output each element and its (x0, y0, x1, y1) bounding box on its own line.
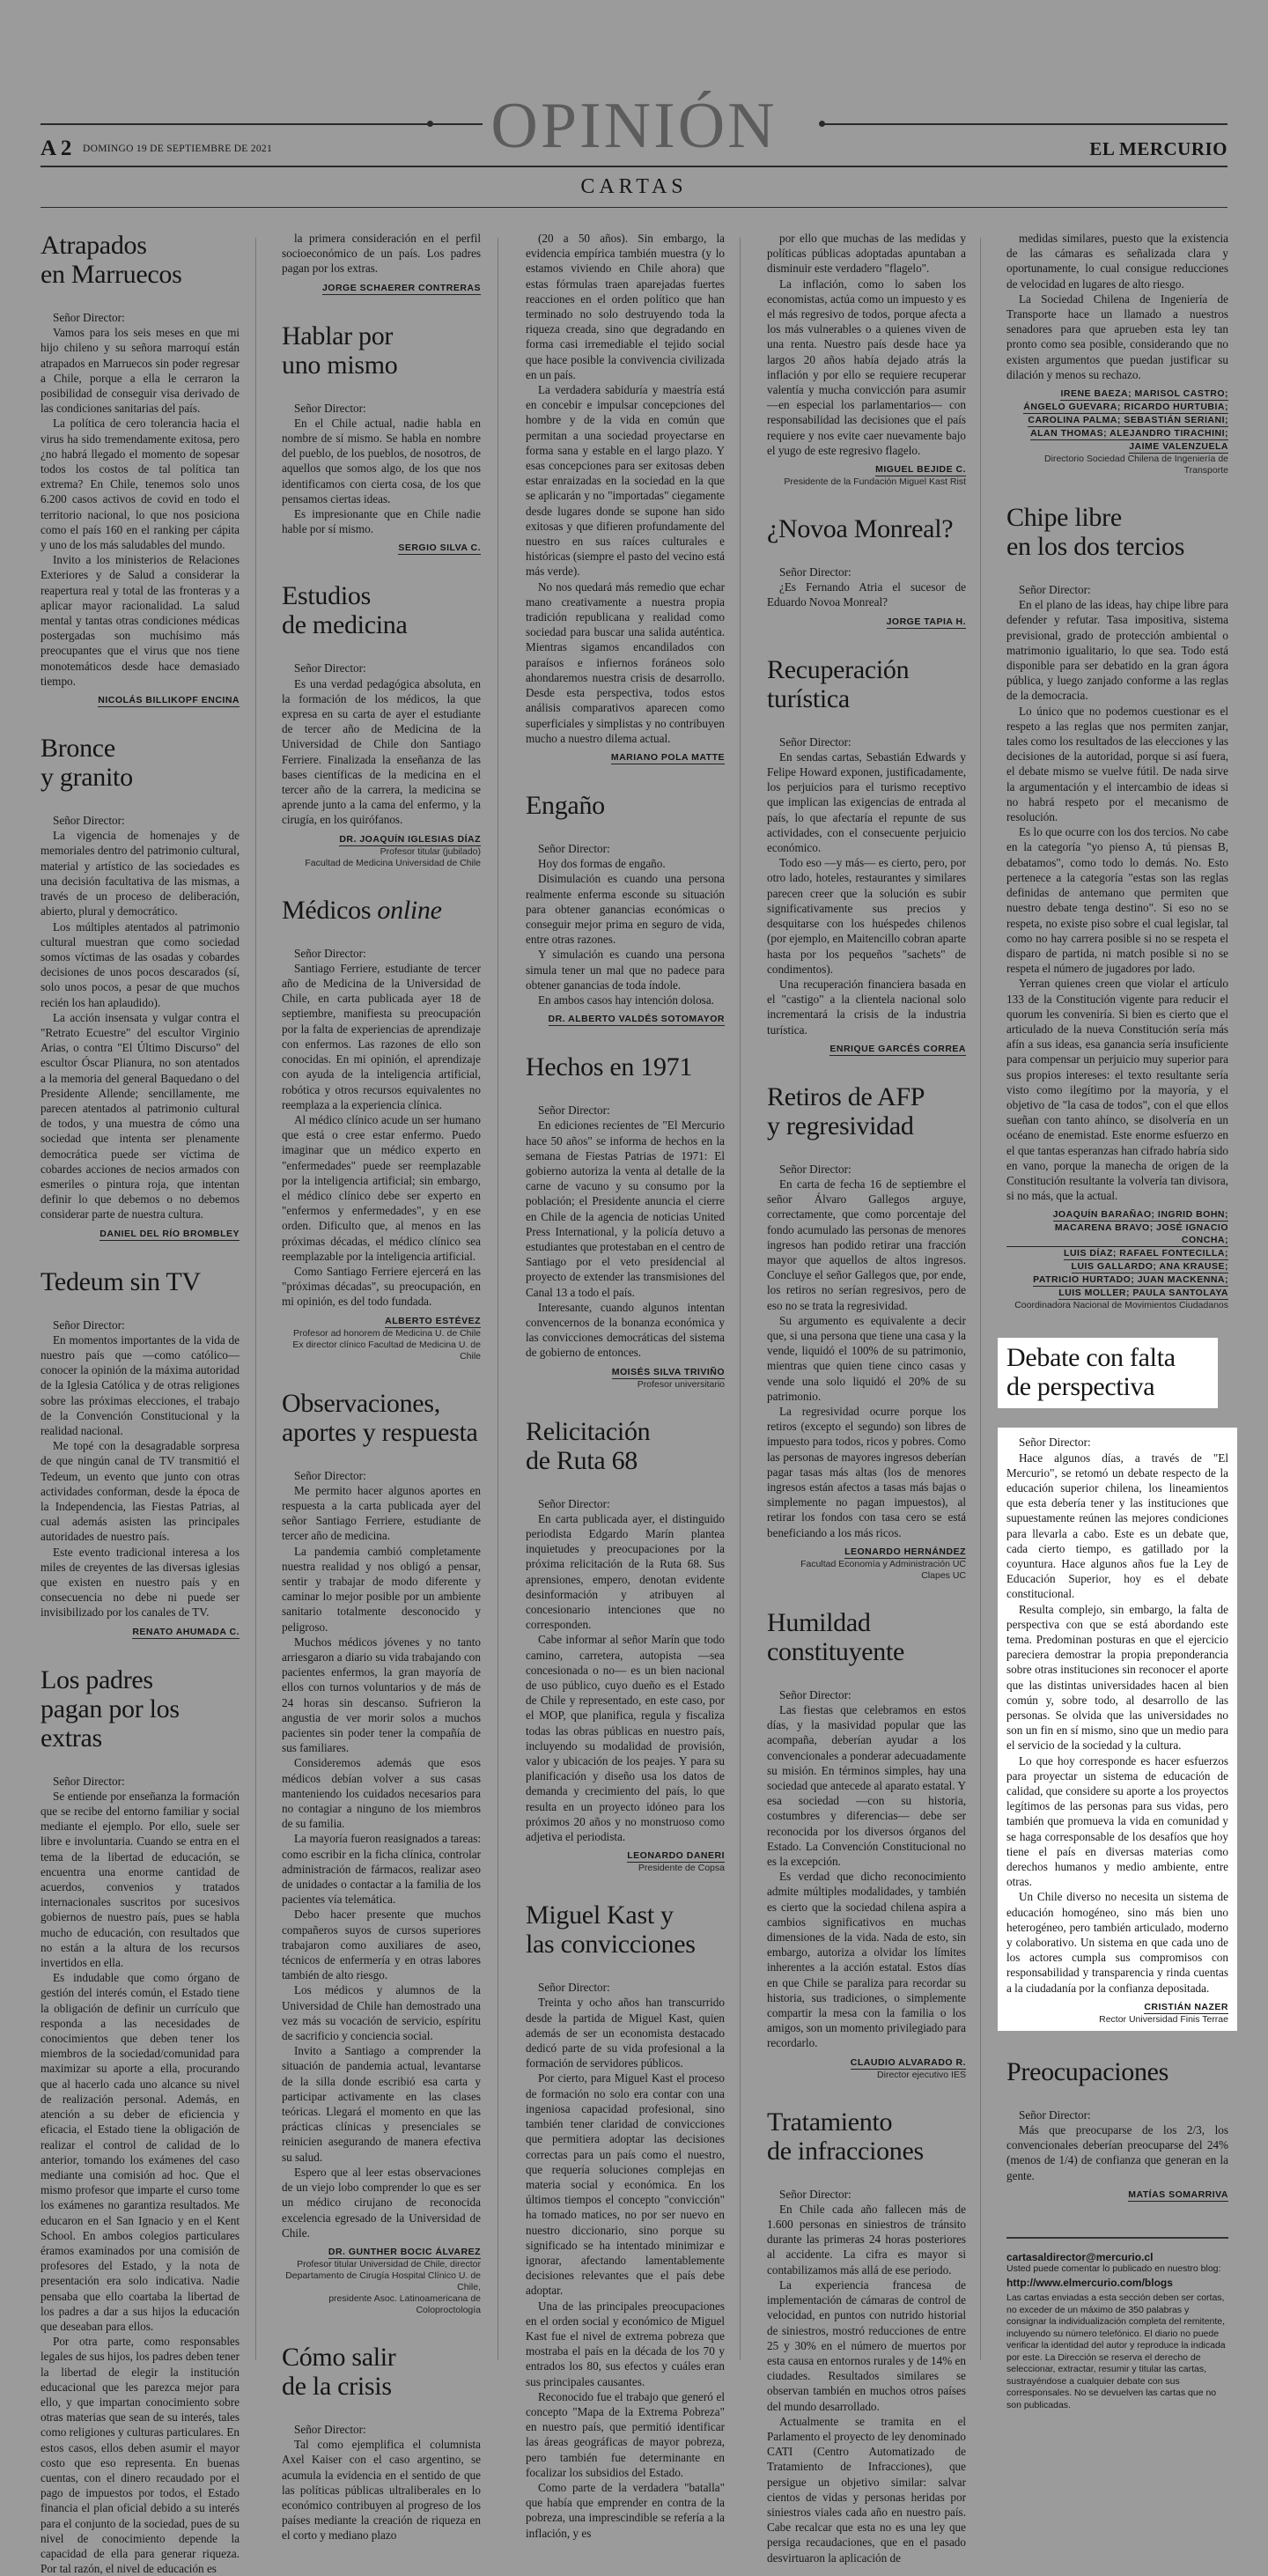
letter-headline: Humildad constituyente (767, 1607, 905, 1666)
letter-paragraph: Hoy dos formas de engaño. (538, 857, 666, 871)
letter-salutation: Señor Director: (294, 661, 366, 675)
signature-line (767, 616, 966, 629)
letter-salutation: Señor Director: (53, 1318, 125, 1332)
signature-name: JOAQUÍN BARAÑAO; INGRID BOHN; (1052, 1209, 1228, 1221)
letter-paragraph: Santiago Ferriere, estudiante de tercer año de Medicina de la Universidad de Chile, en carta publicada ayer 18 de septiembre, manifiesta su preocupación por la falta de experiencias de aprendizaje con enfermos. Las razones de ello son conocidas. En mi opinión, el aprendizaje con ayuda de la inteligencia artificial, robótica y otros recursos equivalentes no reemplaza a la experiencia clínica. (282, 961, 481, 1111)
letter-continuation (526, 231, 725, 764)
letter-paragraph: ¿Es Fernando Atria el sucesor de Eduardo Novoa Monreal? (767, 580, 966, 609)
letter-body (767, 1687, 966, 2081)
signature-line (282, 1315, 481, 1328)
letter-body (767, 1162, 966, 1582)
letter-continuation (1006, 231, 1228, 476)
letter-body (767, 2187, 966, 2565)
signature-name: MARIANO POLA MATTE (610, 751, 725, 763)
letter-body (282, 946, 481, 1362)
letter-paragraph: Más que preocuparse de los 2/3, los convencionales deberían preocuparse del 24% (menos de 1/4) de confianza que generan en la gente. (1006, 2123, 1228, 2182)
letter-paragraph: En ambos casos hay intención dolosa. (538, 993, 714, 1007)
letter (767, 514, 966, 629)
letter-body (526, 841, 725, 1026)
signature-line (282, 542, 481, 555)
letter-headline: Bronce y granito (41, 734, 133, 793)
letter-paragraph: Este evento tradicional interesa a los miles de creyentes de las diversas iglesias que existen en nuestro país y en consecuencia no debe ni puede ser invisibilizado por los canales de TV. (41, 1545, 240, 1620)
letter-paragraph: La vigencia de homenajes y de memoriales dentro del patrimonio cultural, material y artístico de las sociedades es una decisión facultativa de las mismas, a través de un proceso de deliberación, abierto, plural y democrático. (41, 829, 240, 919)
letter-paragraph: En el plano de las ideas, hay chipe libre para defender y refutar. Tasa impositiva, sistema previsional, grado de protección ambiental o matrimonio igualitario, lo que sea. Todo está disponible para ser debatido en la gran ágora pública, y luego zanjado conforme a las reglas de la democracia. (1006, 598, 1228, 703)
letter-paragraph: Me topé con la desagradable sorpresa de que ningún canal de TV transmitió el Tedeum, un evento que junto con otras actividades conforman, desde la época de la Independencia, las Fiestas Patrias, al cual además asisten las principales autoridades de nuestro país. (41, 1439, 240, 1544)
letter-continuation (282, 231, 481, 295)
signature-name: DR. GUNTHER BOCIC ÁLVAREZ (328, 2246, 481, 2257)
letter-signature (1006, 2188, 1228, 2202)
signature-name: LUIS DÍAZ; RAFAEL FONTECILLA; (1064, 1248, 1228, 1259)
letter (282, 896, 481, 1362)
letter-paragraph: Es impresionante que en Chile nadie hable por sí mismo. (282, 507, 481, 536)
letter (767, 1608, 966, 2081)
letter-headline: Atrapados en Marruecos (41, 231, 182, 289)
submission-policy: Las cartas enviadas a esta sección deben ser cortas, no exceder de un máximo de 350 palabras y consignar la individualización completa del remitente, incluyendo su número telefónico. El diario no puede verificar la identidad del autor y reproduce la indicada por este. La Dirección se reserva el derecho de seleccionar, extractar, resumir y titular las cartas, sustrayéndose a cualquier debate con sus corresponsales. No se devuelven las cartas que no son publicadas. (1006, 2292, 1226, 2410)
letter-paragraph: Me permito hacer algunos aportes en respuesta a la carta publicada ayer del señor Santiago Ferriere, estudiante de tercer año de medicina. (282, 1483, 481, 1543)
letter-paragraph: La acción insensata y vulgar contra el "Retrato Ecuestre" del escultor Virginio Arias, o contra "El Último Discurso" del escultor Óscar Plianura, no son atentados a la memoria del general Baquedano o del Presidente Allende; sencillamente, me parecen atentados al patrimonio cultural de todos, y una muestra de cómo una sociedad que intenta ser plenamente democrática puede ser víctima de cobardes acciones de necios armados con esmeriles o pintura roja, que intentan definir lo que debemos o no debemos considerar parte de nuestra cultura. (41, 1010, 240, 1222)
blog-note: Usted puede comentar lo publicado en nuestro blog: (1006, 2262, 1221, 2274)
column-divider (980, 238, 981, 2360)
letter-salutation: Señor Director: (1019, 583, 1091, 597)
signature-name: JAIME VALENZUELA (1129, 441, 1228, 453)
signature-line (41, 694, 240, 707)
letter (526, 1052, 725, 1390)
letter-paragraph: Como parte de la verdadera "batalla" que había que emprender en contra de la pobreza, una imprescindible se refería a la inflación, y es (526, 2480, 725, 2540)
letter-headline: Médicos online (282, 895, 442, 925)
letter-salutation: Señor Director: (1019, 2107, 1091, 2122)
letter-headline: Cómo salir de la crisis (282, 2342, 396, 2401)
letter (41, 1267, 240, 1639)
letter-body (41, 1774, 240, 2576)
signature-role: presidente Asoc. Latinoamericana de (328, 2292, 481, 2304)
letter-body (526, 1496, 725, 1875)
letter-paragraph: No nos quedará más remedio que echar mano creativamente a nuestra propia tradición republicana y realidad como sociedad para buscar una salida auténtica. Mientras sigamos encandilados con paraísos e infiernos foráneos solo ahondaremos nuestra crisis de desarrollo. Desde esta perspectiva, todos estos análisis comparativos aparecen como superficiales y simplistas y no contribuyen mucho a nuestro dilema actual. (526, 579, 725, 745)
letter-paragraph: medidas similares, puesto que la existencia de las cámaras es señalizada clara y oportunamente, lo cual consigue reducciones de velocidad en lugares de alto riesgo. (1006, 232, 1228, 291)
signature-line (767, 1043, 966, 1056)
signature-name: ALAN THOMAS; ALEJANDRO TIRACHINI; (1030, 428, 1228, 439)
signature-role: Profesor universitario (637, 1378, 725, 1390)
signature-name: LEONARDO DANERI (627, 1850, 725, 1862)
letter-salutation: Señor Director: (294, 2422, 366, 2436)
signature-role: Facultad de Medicina Universidad de Chile (305, 857, 481, 868)
letter-paragraph: La política de cero tolerancia hacia el virus ha sido tremendamente exitosa, pero ¿no habrá llegado el momento de sopesar todos los costos de tal política tan extrema? En Chile, tenemos solo unos 6.200 casos activos de covid en todo el territorio nacional, lo que nos posiciona como el país 160 en el ranking per cápita y uno de los más saludables del mundo. (41, 417, 240, 552)
signature-name: LUIS GALLARDO; ANA KRAUSE; (1071, 1261, 1228, 1273)
letter-headline: Debate con falta de perspectiva (998, 1338, 1218, 1408)
letter (526, 791, 725, 1026)
signature-name: SERGIO SILVA C. (398, 543, 481, 554)
letter-body (767, 231, 966, 488)
letter-paragraph: Como Santiago Ferriere ejercerá en las "próximas décadas", su preocupación, en mi opinión, es del todo fundada. (282, 1264, 481, 1309)
letter-paragraph: Es verdad que dicho reconocimiento admite múltiples modalidades, y también es cierto que la sociedad chilena aspira a cambios significativos en muchas dimensiones de la vida. Nada de esto, sin embargo, autoriza a olvidar los límites inherentes a la acción estatal. Estos días en que Chile se paraliza para recordar su historia, sus tradiciones, o simplemente compartir la mesa con la familia o los amigos, son un momento privilegiado para recordarlo. (767, 1870, 966, 2050)
letter-headline: Estudios de medicina (282, 581, 408, 640)
letter-paragraph: Lo único que no podemos cuestionar es el respeto a las reglas que nos permiten zanjar, tales como los resultados de las elecciones y las decisiones de la autoridad, porque si así fuera, el debate mismo se vuelve fútil. De nada sirve la argumentación y el intercambio de ideas si no habrá respeto por el mecanismo de resolución. (1006, 704, 1228, 824)
signature-line (1006, 1208, 1228, 1222)
letter (41, 231, 240, 707)
signature-name: PATRICIO HURTADO; JUAN MACKENNA; (1033, 1274, 1228, 1286)
letter-salutation: Señor Director: (779, 734, 851, 749)
letter-signature (767, 1546, 966, 1559)
letter-headline: Engaño (526, 790, 605, 820)
letter-salutation: Señor Director: (53, 311, 125, 324)
signature-line (1006, 1287, 1228, 1300)
masthead-rule (41, 166, 1227, 167)
signature-role: Presidente de la Fundación Miguel Kast Rist (784, 476, 966, 488)
signature-line (767, 463, 966, 476)
letter-signature (1006, 1208, 1228, 1300)
signature-line (282, 833, 481, 846)
letter-body (767, 734, 966, 1056)
letter (41, 1665, 240, 2576)
column-3 (526, 231, 725, 2540)
letter-paragraph: En carta de fecha 16 de septiembre el señor Álvaro Gallegos arguye, correctamente, que como porcentaje del fondo acumulado las personas de menores ingresos han podido retirar una fracción mayor que aquellos de altos ingresos. Concluye el señor Gallegos que, por ende, los retiros no serían regresivos, pero de eso no se trata la regresividad. (767, 1177, 966, 1312)
letter-paragraph: Actualmente se tramita en el Parlamento el proyecto de ley denominado CATI (Centro Automatizado de Tratamiento de Infracciones), que persigue un objetivo similar: salvar cientos de vidas y personas heridas por siniestros viales cada año en nuestro país. Cabe recalcar que esta no es una ley que persiga recaudaciones, que en el pasado desvirtuaron la aplicación de (767, 2414, 966, 2565)
letter-paragraph: Una recuperación financiera basada en el "castigo" a la clientela nacional solo incrementará la crisis de la industria turística. (767, 977, 966, 1037)
letter-headline: Preocupaciones (1006, 2056, 1169, 2086)
letter (282, 581, 481, 868)
letter-paragraph: Hace algunos días, a través de "El Mercurio", se retomó un debate respecto de la educación superior chilena, los lineamientos que esta debería tener y las instituciones que supuestamente reúnen las mejores condiciones para llevarla a cabo. Este es un debate que, cada cierto tiempo, es gatillado por la coyuntura. Hace algunos años fue la Ley de Educación Superior, hoy es el debate constitucional. (1006, 1450, 1228, 1601)
column-1 (41, 231, 240, 2576)
signature-name: JORGE SCHAERER CONTRERAS (321, 282, 481, 293)
letter-paragraph: por ello que muchas de las medidas y políticas públicas adoptadas apuntaban a disminuir este verdadero "flagelo". (767, 232, 966, 276)
signature-name: CAROLINA PALMA; SEBASTIÁN SERIANI; (1028, 415, 1228, 426)
letter-salutation: Señor Director: (779, 565, 851, 579)
letter-signature (1006, 388, 1228, 454)
issue-date: DOMINGO 19 DE SEPTIEMBRE DE 2021 (83, 144, 272, 154)
letter (282, 2343, 481, 2543)
signature-role: Coordinadora Nacional de Movimientos Ciudadanos (1014, 1300, 1228, 1311)
letter-body (282, 2422, 481, 2543)
contact-email[interactable]: cartasaldirector@mercurio.cl (1006, 2250, 1154, 2263)
signature-role: Profesor titular Universidad de Chile, director (297, 2258, 481, 2270)
signature-name: RENATO AHUMADA C. (132, 1626, 240, 1637)
letter-body (41, 813, 240, 1240)
letter (41, 734, 240, 1240)
letter-headline: Hechos en 1971 (526, 1052, 693, 1082)
letter-body (526, 1103, 725, 1390)
signature-name: DANIEL DEL RÍO BROMBLEY (100, 1228, 240, 1239)
letter-signature (1006, 2001, 1228, 2014)
signature-line (1006, 388, 1228, 401)
signature-line (526, 1849, 725, 1863)
signature-name: ENRIQUE GARCÉS CORREA (829, 1043, 966, 1054)
letter-signature (526, 1013, 725, 1026)
letter-paragraph: La experiencia francesa de implementación de cámaras de control de velocidad, en puntos con nutrido historial de siniestros, mostró reducciones de entre 25 y 30% en el número de muertos por esta causa en entornos rurales y de 14% en ciudades. Resultados similares se observan también en muchos otros países del mundo desarrollado. (767, 2277, 966, 2413)
letter (767, 655, 966, 1056)
signature-name: LEONARDO HERNÁNDEZ (844, 1546, 966, 1557)
letter-body (526, 1980, 725, 2541)
signature-role: Presidente de Copsa (638, 1863, 725, 1874)
letter-paragraph: la primera consideración en el perfil socioeconómico de un país. Los padres pagan por los extras. (282, 232, 481, 276)
letter-signature (526, 1849, 725, 1863)
letter-headline: Miguel Kast y las convicciones (526, 1901, 696, 1960)
signature-name: IRENE BAEZA; MARISOL CASTRO; (1060, 388, 1228, 400)
letter-paragraph: Se entiende por enseñanza la formación que se recibe del entorno familiar y social mediante el ejemplo. Por ello, suele ser libre e involuntaria. Cuando se entra en el tema de la libertad de educación, se encuentra una enorme cantidad de acuerdos, convenios y tratados internacionales suscritos por sucesivos gobiernos de nuestro país, pues se habla mucho de educación, con resultados que no están a la altura de los recursos invertidos en ella. (41, 1789, 240, 1970)
signature-name: MACARENA BRAVO; JOSÉ IGNACIO CONCHA; (1006, 1222, 1228, 1247)
signature-name: MATÍAS SOMARRIVA (1128, 2188, 1228, 2200)
signature-line (1006, 1247, 1228, 1260)
letter-paragraph: En el Chile actual, nadie habla en nombre de sí mismo. Se habla en nombre del pueblo, de los pueblos, de nosotros, de aquellos que somos algo, de los que nos identificamos con cierta cosa, de los que pensamos ciertas ideas. (282, 416, 481, 506)
letter-signature (282, 282, 481, 295)
letter-paragraph: Debo hacer presente que muchos compañeros suyos de cursos superiores trabajaron como auxiliares de aseo, técnicos de enfermería y en otras labores también de alto riesgo. (282, 1908, 481, 1982)
letter-body (282, 401, 481, 556)
signature-role: Profesor ad honorem de Medicina U. de Chile (292, 1327, 481, 1339)
letter-headline: Relicitación de Ruta 68 (526, 1416, 651, 1475)
column-2 (282, 231, 481, 2543)
letter-headline: Chipe libre en los dos tercios (1006, 503, 1185, 562)
signature-line (1006, 427, 1228, 440)
signature-name: LUIS MOLLER; PAULA SANTOLAYA (1058, 1288, 1228, 1299)
letter-body (526, 231, 725, 764)
letter-signature (41, 694, 240, 707)
letter-paragraph: La pandemia cambió completamente nuestra realidad y nos obligó a pensar, sentir y trabajar de modo diferente y caminar lo mejor posible por un ambiente sanitario totalmente desconocido y peligroso. (282, 1544, 481, 1634)
letter-paragraph: Al médico clínico acude un ser humano que está o cree estar enfermo. Puedo imaginar que un médico experto en "enfermedades" puede ser reemplazable por la inteligencia artificial; sin embargo, el médico clínico debe ser experto en "enfermos y enfermedades", y en ese orden. Dificulto que, al menos en las próximas décadas, el médico clínico sea reemplazable por la inteligencia artificial. (282, 1112, 481, 1263)
letter-salutation: Señor Director: (538, 1103, 610, 1118)
signature-name: MOISÉS SILVA TRIVIÑO (611, 1366, 725, 1377)
letter-paragraph: Consideremos además que esos médicos debían volver a sus casas manteniendo los cuidados necesarios para no contagiar a ninguno de los miembros de su familia. (282, 1756, 481, 1831)
letter-signature (767, 616, 966, 629)
letter-signature (282, 833, 481, 846)
letter-paragraph: Todo eso —y más— es cierto, pero, por otro lado, hoteles, restaurantes y similares parecen creer que la solución es subir significativamente sus precios y desquitarse con los huéspedes chilenos (por ejemplo, en Maitencillo cobran aparte hasta por los pequeños "sachets" de condimentos). (767, 856, 966, 976)
letter-salutation: Señor Director: (294, 1468, 366, 1482)
letter (1006, 1338, 1228, 2031)
letter-body (282, 661, 481, 868)
letter-paragraph: Tal como ejemplifica el columnista Axel Kaiser con el caso argentino, se acumula la evidencia en el sentido de que las políticas públicas ultraliberales en lo económico contribuyen al progreso de los países mediante la creación de riqueza en el corto y mediano plazo (282, 2438, 481, 2543)
letter-signature (767, 1043, 966, 1056)
signature-line (282, 282, 481, 295)
letter-salutation: Señor Director: (1019, 1436, 1091, 1450)
letter-signature (767, 2056, 966, 2070)
signature-line (1006, 401, 1228, 414)
letter-salutation: Señor Director: (294, 401, 366, 415)
signature-name: CRISTIÁN NAZER (1144, 2001, 1228, 2012)
letter-body (41, 310, 240, 707)
signature-role: Profesor titular (jubilado) (380, 845, 481, 857)
letter-paragraph: Resulta complejo, sin embargo, la falta de perspectiva con que se está abordando este tema. Predominan posturas en que el ejercicio pareciera demostrar la propia preponderancia sobre otras instituciones sin reconocer el aporte que las distintas universidades hacen al bien común y, sobre todo, al desarrollo de las personas. Se olvida que las universidades no son un fin en sí mismo, sino que un medio para el servicio de la sociedad y la cultura. (1006, 1602, 1228, 1753)
letter-paragraph: (20 a 50 años). Sin embargo, la evidencia empírica también muestra (y lo estamos viviendo en Chile ahora) que estas fórmulas traen aparejadas fuertes reacciones en el orden político que han terminado no solo destruyendo toda la riqueza creada, sino que degradando en forma casi irremediable el tejido social que hace posible la convivencia civilizada en un país. (526, 232, 725, 381)
letter-salutation: Señor Director: (53, 1774, 125, 1788)
signature-line (767, 2056, 966, 2070)
signature-line (1006, 2001, 1228, 2014)
letter-paragraph: La mayoría fueron reasignados a tareas: como escribir en la ficha clínica, controlar administración de fármacos, realizar aseo de unidades o contactar a la familia de los pacientes vía telemática. (282, 1832, 481, 1907)
newspaper-name: EL MERCURIO (1089, 138, 1227, 159)
letter-signature (41, 1626, 240, 1639)
signature-name: JORGE TAPIA H. (886, 616, 966, 627)
letter-paragraph: En Chile cada año fallecen más de 1.600 personas en siniestros de tránsito durante las primeras 24 horas posteriores al accidente. La cifra es mayor si contabilizamos más allá de ese periodo. (767, 2202, 966, 2277)
signature-line (282, 2246, 481, 2259)
letter-paragraph: La inflación, como lo saben los economistas, actúa como un impuesto y es el más regresivo de todos, porque afecta a los más vulnerables o a quienes viven de una renta. Nuestro país desde hace ya largos 20 años había dejado atrás la inflación y por ello se requiere recuperar valentía y mucha convicción para asumir —en especial los parlamentarios— con responsabilidad las decisiones que el país requiere y nos evite caer nuevamente bajo el yugo de este regresivo flagelo. (767, 277, 966, 457)
page-number: A 2 (41, 137, 72, 160)
letter-body (282, 231, 481, 295)
signature-line (1006, 440, 1228, 454)
signature-name: CLAUDIO ALVARADO R. (850, 2056, 966, 2068)
letter-signature (282, 1315, 481, 1328)
letter (282, 1389, 481, 2316)
signature-role: Transporte (1183, 465, 1228, 476)
letter-paragraph: Es una verdad pedagógica absoluta, en la formación de los médicos, la que expresa en su carta de ayer el estudiante de tercer año de Medicina de la Universidad de Chile don Santiago Ferriere. Finalizada la enseñanza de las bases científicas de la medicina en el tercer año de la carrera, la medicina se aprende junto a la cama del enfermo, y la cirugía, en los quirófanos. (282, 676, 481, 827)
letter-paragraph: Los médicos y alumnos de la Universidad de Chile han demostrado una vez más su vocación de servicio, espíritu de sacrificio y conciencia social. (282, 1983, 481, 2043)
signature-name: DR. ALBERTO VALDÉS SOTOMAYOR (548, 1014, 725, 1025)
signature-role: Rector Universidad Finis Terrae (1099, 2013, 1228, 2025)
letter-headline: Recuperación turística (767, 654, 910, 713)
letter-paragraph: Yerran quienes creen que violar el artículo 133 de la Constitución vigente para reducir el quorum les conveniría. Si bien es cierto que el articulado de la nueva Constitución sería más afín a sus ideas, esa ganancia sería insuficiente para compensar un perjuicio muy superior para sus propios intereses: el texto resultante sería visto como ilegítimo por la mayoría, y el objetivo de "la casa de todos", con el que ellos sueñan con tanto ahínco, se disolvería en un océano de enemistad. Este enorme esfuerzo en el que tantas esperanzas han cifrado habría sido en vano, porque la manecha de origen de la Constitución resultante la volvería tan divisora, si no más, que la actual. (1006, 977, 1228, 1203)
letter-salutation: Señor Director: (538, 841, 610, 855)
letter (767, 2107, 966, 2565)
letter-headline: Retiros de AFP y regresividad (767, 1081, 925, 1140)
letter-headline: Tedeum sin TV (41, 1266, 201, 1296)
column-4 (767, 231, 966, 2565)
signature-line (1006, 1222, 1228, 1247)
section-title: OPINIÓN (490, 90, 778, 162)
signature-name: ÁNGELO GUEVARA; RICARDO HURTUBIA; (1023, 402, 1228, 413)
column-5 (1006, 231, 1228, 2410)
signature-role: Directorio Sociedad Chilena de Ingeniería de (1044, 454, 1228, 465)
letter-headline: Observaciones, aportes y respuesta (282, 1388, 478, 1447)
letter-headline: Tratamiento de infracciones (767, 2107, 924, 2166)
signature-role: Facultad Economía y Administración UC (800, 1558, 966, 1569)
letter (526, 1417, 725, 1875)
letter-salutation: Señor Director: (779, 2187, 851, 2201)
signature-line (526, 751, 725, 764)
signature-line (526, 1013, 725, 1026)
letter-body (282, 1468, 481, 2316)
signature-line (1006, 1260, 1228, 1273)
letter-headline: ¿Novoa Monreal? (767, 514, 954, 544)
letter-body (41, 1318, 240, 1639)
letter (767, 1082, 966, 1582)
letter-paragraph: Es indudable que como órgano de gestión del interés común, el Estado tiene la obligación de definir un currículo que responda a las necesidades de conocimientos que deben tener los miembros de la sociedad/comunidad para maximizar su aporte a ella, procurando que al hacerlo cada uno alcance su nivel de realización personal. Además, en atención a su deber de eficiencia y eficacia, el Estado tiene la obligación de realizar el control de calidad de lo anterior, tomando los exámenes del caso mediante una comisión ad hoc. Que el mismo profesor que imparte el curso tome los exámenes no garantiza resultados. Me educaron en el San Ignacio y en el Kent School. En ambos colegios particulares éramos examinados por una comisión de profesores del Estado, y la nota de presentación era solo indicativa. Nadie pensaba que ello coartaba la libertad de los padres a dar a sus hijos la educación que deseaban para ellos. (41, 1971, 240, 2333)
letters-footer (1006, 2237, 1228, 2412)
signature-line (767, 1546, 966, 1559)
signature-line (41, 1228, 240, 1241)
signature-role: Coloproctología (416, 2304, 481, 2315)
letter-salutation: Señor Director: (53, 814, 125, 828)
headline-italic-word: online (377, 895, 442, 925)
letter-body (998, 1428, 1237, 2031)
letter-headline: Los padres pagan por los extras (41, 1664, 180, 1753)
letter-paragraph: Su argumento es equivalente a decir que, si una persona que tiene una casa y la vende, liquidó el 100% de su patrimonio, mientras que quien tiene cinco casas y vende una solo liquidó el 20% de su patrimonio. (767, 1313, 966, 1403)
letter-paragraph: La verdadera sabiduría y maestría está en concebir e impulsar concepciones del hombre y de la vida en común que permitan a una sociedad proyectarse en forma sana y estable en el largo plazo. Y esas concepciones para ser exitosas deben estar enraizadas en la sociedad en la que se aplicarán y no "importadas" ciegamente desde lugares donde se supone han sido exitosas y que difieren profundamente del nuestro en sus raíces culturales e históricas (siempre el pasto del vecino está más verde). (526, 383, 725, 579)
letter-salutation: Señor Director: (538, 1981, 610, 1995)
signature-line (526, 1366, 725, 1379)
column-divider (740, 238, 741, 2360)
letter-paragraph: Muchos médicos jóvenes y no tanto arriesgaron a diario su vida trabajando con pacientes enfermos, la gran mayoría de ellos con turnos voluntarios y de más de 24 horas sin descanso. Sufrieron la angustia de ver morir solos a muchos pacientes sin poder tener la compañía de sus familiares. (282, 1635, 481, 1755)
letter (282, 321, 481, 556)
letter-paragraph: Cabe informar al señor Marín que todo camino, carretera, autopista —sea concesionada o no— es un bien nacional de uso público, cuyo dueño es el Estado de Chile y representado, en este caso, por el MOP, que planifica, regula y fiscaliza todas las obras públicas en nuestro país, incluyendo su modalidad de provisión, valor y ubicación de los peajes. Y para su planificación y diseño usa los datos de demanda y crecimiento del país, lo que resulta en un proyecto idóneo para los próximos 20 años y no monstruoso como adjetiva el periodista. (526, 1633, 725, 1844)
letter-body (1006, 582, 1228, 1311)
letter-salutation: Señor Director: (779, 1162, 851, 1176)
letter-signature (282, 2246, 481, 2259)
letter-headline: Hablar por uno mismo (282, 321, 398, 380)
letter-signature (282, 542, 481, 555)
signature-name: MIGUEL BEJIDE C. (875, 464, 966, 476)
signature-line (1006, 414, 1228, 427)
letter-paragraph: Espero que al leer estas observaciones de un viejo lobo comprender lo que es ser un médico cirujano de reconocida excelencia egresado de la Universidad de Chile. (282, 2165, 481, 2240)
section-subtitle: CARTAS (580, 175, 688, 198)
signature-name: DR. JOAQUÍN IGLESIAS DÍAZ (339, 833, 481, 845)
letter-salutation: Señor Director: (538, 1496, 610, 1510)
letter-paragraph: Interesante, cuando algunos intentan convencernos de la bonanza económica y las convicciones democráticas del sistema de gobierno de entonces. (526, 1300, 725, 1360)
letter-paragraph: La Sociedad Chilena de Ingeniería de Transporte hace un llamado a nuestros senadores para que aprueben esta ley tan pronto como sea posible, considerando que no existen argumentos que puedan justificar su dilación y menos su rechazo. (1006, 292, 1228, 381)
letter-paragraph: Y simulación es cuando una persona simula tener un mal que no padece para obtener ganancias de toda índole. (526, 948, 725, 992)
letter-paragraph: En sendas cartas, Sebastián Edwards y Felipe Howard exponen, justificadamente, los perjuicios para el turismo receptivo que implican las exigencias de entrada al país, lo que afectaría el repunte de sus actividades, con el consecuente perjuicio económico. (767, 749, 966, 855)
signature-role: Clapes UC (921, 1569, 966, 1581)
signature-name: ALBERTO ESTÉVEZ (385, 1315, 481, 1326)
letter-paragraph: Treinta y ocho años han transcurrido desde la partida de Miguel Kast, quien además de ser un economista destacado dedicó parte de su vida profesional a la formación de servidores públicos. (526, 1996, 725, 2070)
letter-paragraph: Los múltiples atentados al patrimonio cultural muestran que como sociedad somos víctimas de las osadas y cobardes decisiones de unos pocos descarados (sí, solo unos pocos, a pesar de que muchos recién los han aplaudido). (41, 919, 240, 1009)
letter (1006, 503, 1228, 1311)
letter-paragraph: Las fiestas que celebramos en estos días, y la masividad popular que las acompaña, deberían ayudar a los convencionales a ponderar adecuadamente su misión. En términos simples, hay una sociedad que antecede al aparato estatal. Y esa sociedad —con su historia, costumbres y diferencias— debe ser reconocida por los diversos órganos del Estado. La Convención Constitucional no es la excepción. (767, 1703, 966, 1869)
letter-salutation: Señor Director: (294, 946, 366, 960)
letter (526, 1901, 725, 2541)
masthead-rule-bottom (41, 207, 1227, 208)
letter-paragraph: Reconocido fue el trabajo que generó el concepto "Mapa de la Extrema Pobreza" en nuestro país, que permitió identificar las áreas geográficas de mayor pobreza, pero también fue determinante en focalizar los subsidios del Estado. (526, 2389, 725, 2479)
letter-paragraph: Invito a los ministerios de Relaciones Exteriores y de Salud a considerar la reapertura real y total de las fronteras y a aplicar mayor racionalidad. La salud mental y tantas otras condiciones médicas postergadas son muchísimo más preocupantes que el virus que nos tiene monotemáticos desde hace demasiado tiempo. (41, 553, 240, 688)
letter-signature (767, 463, 966, 476)
letter-body (1006, 231, 1228, 476)
letter-salutation: Señor Director: (779, 1687, 851, 1701)
letter-paragraph: En ediciones recientes de "El Mercurio hace 50 años" se informa de hechos en la semana de Fiestas Patrias de 1971: El gobierno autoriza la venta al detalle de la carne de vacuno y su consumo por la población; el Presidente anuncia el cierre en Chile de la agencia de noticias United Press International, y la policía detuvo a estudiantes que protestaban en el centro de Santiago por el veto presidencial al proyecto de extender las transmisiones del Canal 13 a todo el país. (526, 1118, 725, 1299)
letter-paragraph: Invito a Santiago a comprender la situación de pandemia actual, levantarse de la silla donde escribió esa carta y participar activamente en las clases teóricas. Llegará el momento en que las prácticas clínicas y presenciales se reinicien asegurando de manera efectiva su salud. (282, 2044, 481, 2164)
letter-paragraph: Lo que hoy corresponde es hacer esfuerzos para proyectar un sistema de educación de calidad, que considere su aporte a los proyectos legítimos de las personas para sus vidas, pero también que promueva la vida en comunidad y se haga corresponsable de los desafíos que hoy tiene el país en diversas materias como derechos humanos y medio ambiente, entre otras. (1006, 1753, 1228, 1889)
signature-role: Departamento de Cirugía Hospital Clínico U. de Chile, (285, 2270, 481, 2292)
letter-body (767, 565, 966, 629)
letter (1006, 2057, 1228, 2202)
letter-paragraph: Una de las principales preocupaciones en el orden social y económico de Miguel Kast fue el nivel de extrema pobreza que mostraba el país en la década de los 70 y entrados los 80, sus efectos y cuáles eran sus principales causantes. (526, 2299, 725, 2388)
letter-body (1006, 2107, 1228, 2202)
letter-paragraph: Por cierto, para Miguel Kast el proceso de formación no solo era contar con una ingeniosa capacidad profesional, sino también tener claridad de convicciones que permitiera adoptar las decisiones correctas para un país como el nuestro, que requería soluciones complejas en materia social y económica. En los últimos tiempos el concepto "convicción" ha tomado matices, no por ser nuevo en nuestro diccionario, sino porque su significado se ha intentado minimizar e ignorar, afectando lamentablemente decisiones relevantes que el país debe adoptar. (526, 2071, 725, 2298)
letter-paragraph: Es lo que ocurre con los dos tercios. No cabe en la categoría "yo pienso A, tú piensas B, debatamos", como todo lo demás. No. Esto pertenece a la categoría "estas son las reglas definidas de antemano que permiten que nuestro debate tenga destino". Si eso no se respeta, no existe piso sobre el cual legislar, tal como no hay carrera posible si no se respeta el disparo de partida, ni match posible si no se respeta el número de jugadores por lado. (1006, 825, 1228, 976)
signature-line (1006, 1273, 1228, 1287)
letter-paragraph: Un Chile diverso no necesita un sistema de educación homogéneo, sino más bien uno heterogéneo, pero también articulado, moderno y colaborativo. Un sistema en que cada uno de los actores cumpla sus compromisos con responsabilidad y transparencia y rinda cuentas a la ciudadanía por la confianza depositada. (1006, 1890, 1228, 1995)
blog-link[interactable]: http://www.elmercurio.com/blogs (1006, 2277, 1173, 2290)
column-divider (255, 238, 256, 2360)
signature-line (1006, 2188, 1228, 2202)
signature-name: NICOLÁS BILLIKOPF ENCINA (98, 695, 240, 706)
letter-paragraph: En momentos importantes de la vida de nuestro país que —como católico— conocer la opinión de la máxima autoridad de la Iglesia Católica y de otras religiones sobre las próximas elecciones, el trabajo de la Convención Constitucional y la realidad nacional. (41, 1332, 240, 1437)
letter-signature (41, 1228, 240, 1241)
letter-paragraph: Disimulación es cuando una persona realmente enferma esconde su situación para obtener ganancias económicas o conseguir mejor prima en seguro de vida, entre otras razones. (526, 872, 725, 947)
letter-paragraph: En carta publicada ayer, el distinguido periodista Edgardo Marín plantea inquietudes y preocupaciones por la próxima relicitación de la Ruta 68. Sus aprensiones, empero, denotan evidente desinformación y atribuyen al concesionario intenciones que no corresponden. (526, 1511, 725, 1632)
letter-paragraph: La regresividad ocurre porque los retiros (excepto el segundo) son libres de impuesto para todos, ricos y pobres. Como las personas de mayores ingresos deberían pagar tasas más altas (los de menores ingresos están afectos a tasas más bajas o simplemente no pagan impuestos), al retirar los fondos con tasa cero se está beneficiando a los más ricos. (767, 1404, 966, 1539)
signature-role: Director ejecutivo IES (877, 2069, 966, 2080)
letter-paragraph: Por otra parte, como responsables legales de sus hijos, los padres deben tener la libertad de elegir la institución educacional que les parezca mejor para ello, y que impartan conocimiento sobre otras materias que sean de su interés, tales como religiones y culturas particulares. En estos casos, ellos deben asumir el mayor costo que eso representa. En buenas cuentas, con el dinero recaudado por el pago de impuestos por todos, el Estado financia el plan oficial debido a su interés para el conjunto de la sociedad, pues de su nivel de conocimiento depende la capacidad de ella para generar riqueza. Por tal razón, el nivel de educación es (41, 2335, 240, 2576)
letter-paragraph: Vamos para los seis meses en que mi hijo chileno y su señora marroquí están atrapados en Marruecos sin poder regresar a Chile, porque a ella le cerraron la posibilidad de conseguir visa derivado de las condiciones sanitarias del país. (41, 326, 240, 416)
signature-role: Ex director clínico Facultad de Medicina U. de Chile (292, 1339, 481, 1362)
letter-continuation (767, 231, 966, 488)
letter-signature (526, 751, 725, 764)
letter-signature (526, 1366, 725, 1379)
signature-line (41, 1626, 240, 1639)
